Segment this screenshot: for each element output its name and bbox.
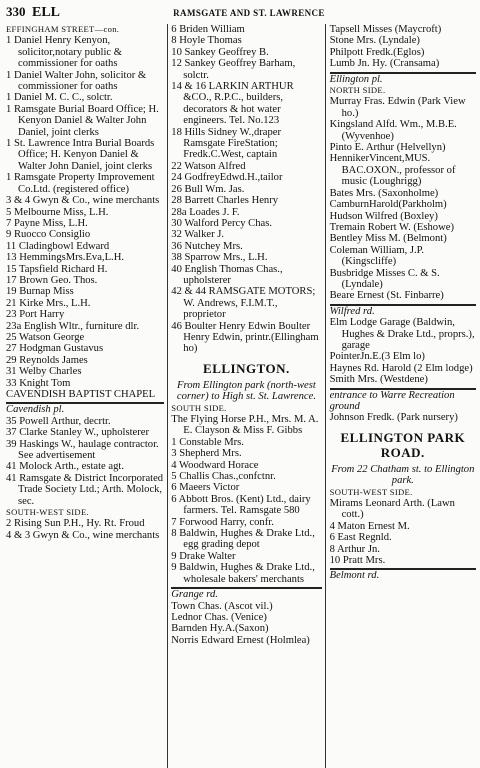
directory-entry: 6 Abbott Bros. (Kent) Ltd., dairy farmers. Tel. Ramsgate 580 <box>171 493 311 517</box>
cross-street-marker: Cavendish pl. <box>6 402 164 415</box>
street-route-note: From Ellington park (north-west corner) to High st. St. Lawrence. <box>176 379 316 403</box>
directory-entry: Busbridge Misses C. & S. (Lyndale) <box>329 267 440 290</box>
directory-entry: 1 Daniel Walter John, solicitor & commissioner for oaths <box>6 69 147 93</box>
page-number: 330 <box>6 4 26 19</box>
directory-entry: Haynes Rd. Harold (2 Elm lodge) <box>329 362 473 374</box>
directory-entry: 31 Welby Charles <box>6 366 82 378</box>
cross-street-marker: Ellington pl. <box>330 72 476 85</box>
directory-entry: 17 Brown Geo. Thos. <box>6 274 98 286</box>
directory-entry: Tapsell Misses (Maycroft) <box>329 24 442 35</box>
directory-entry: 14 & 16 LARKIN ARTHUR &CO., R.P.C., builders, decorators & hot water engineers. Tel. No.123 <box>171 81 294 127</box>
directory-entry: 21 Kirke Mrs., L.H. <box>6 297 91 309</box>
directory-entry: 36 Nutchey Mrs. <box>171 240 243 252</box>
directory-entry: 6 Maeers Victor <box>171 482 240 494</box>
side-heading: NORTH SIDE. <box>329 85 386 96</box>
directory-entry: 41 Molock Arth., estate agt. <box>6 461 124 473</box>
directory-entry: 33 Knight Tom <box>6 377 71 389</box>
directory-entry: 15 Tapsfield Richard H. <box>6 263 108 275</box>
directory-entry: 2 Rising Sun P.H., Hy. Rt. Froud <box>6 518 145 530</box>
directory-entry: 6 East Regnld. <box>329 532 392 544</box>
directory-entry: CAVENDISH BAPTIST CHAPEL <box>6 389 156 400</box>
directory-entry: 27 Hodgman Gustavus <box>6 343 104 355</box>
directory-entry: Stone Mrs. (Lyndale) <box>329 35 420 47</box>
directory-entry: HennikerVincent,MUS. BAC.OXON., professor of music (Loughrigg) <box>329 153 456 188</box>
directory-entry: 10 Pratt Mrs. <box>329 555 386 567</box>
cross-street-marker: entrance to Warre Recreation ground <box>330 388 476 413</box>
directory-entry: 1 Ramsgate Property Improvement Co.Ltd. (registered office) <box>6 172 155 195</box>
directory-entry: CamburnHarold(Parkholm) <box>329 199 447 211</box>
directory-entry: Coleman William, J.P. (Kingscliffe) <box>329 244 425 268</box>
directory-entry: 29 Reynolds James <box>6 354 88 366</box>
directory-entry: 13 HemmingsMrs.Eva,L.H. <box>6 252 124 264</box>
running-title: RAMSGATE AND ST. LAWRENCE <box>173 8 325 18</box>
directory-entry: 46 Boulter Henry Edwin Boulter Henry Edwin, printr.(Ellingham ho) <box>171 320 319 355</box>
directory-entry: Town Chas. (Ascot vil.) <box>171 600 273 612</box>
directory-entry: 35 Powell Arthur, decrtr. <box>6 415 111 427</box>
directory-entry: 5 Challis Chas.,confctnr. <box>171 471 276 483</box>
directory-entry: Tremain Robert W. (Eshowe) <box>329 221 454 233</box>
directory-entry: 24 GodfreyEdwd.H.,tailor <box>171 172 283 184</box>
directory-entry: 23a English Wltr., furniture dlr. <box>6 320 140 332</box>
column-1 <box>6 24 168 768</box>
column-3 <box>326 24 476 768</box>
directory-entry: 23 Port Harry <box>6 309 65 321</box>
directory-entry: 3 Shepherd Mrs. <box>171 448 242 460</box>
directory-entry: Elm Lodge Garage (Baldwin, Hughes & Drake Ltd., proprs.), garage <box>329 317 475 351</box>
directory-entry: 4 Maton Ernest M. <box>329 520 410 532</box>
directory-entry: Beare Ernest (St. Finbarre) <box>329 290 444 302</box>
directory-entry: Philpott Fredk.(Eglos) <box>329 46 425 58</box>
directory-entry: 10 Sankey Geoffrey B. <box>171 46 269 58</box>
directory-entry: 7 Forwood Harry, confr. <box>171 516 274 528</box>
directory-entry: 8 Baldwin, Hughes & Drake Ltd., egg grading depot <box>171 528 315 551</box>
directory-entry: 11 Cladingbowl Edward <box>6 240 110 252</box>
directory-entry: 40 English Thomas Chas., upholsterer <box>171 263 283 286</box>
directory-entry: 41 Ramsgate & District Incorporated Trade Society Ltd.; Arth. Molock, sec. <box>6 472 164 507</box>
directory-entry: Smith Mrs. (Westdene) <box>329 374 428 386</box>
directory-entry: Lumb Jn. Hy. (Cransama) <box>329 58 440 70</box>
section-code: ELL <box>32 5 61 20</box>
street-title: ELLINGTON PARK ROAD. <box>340 429 466 460</box>
directory-entry: 30 Walford Percy Chas. <box>171 217 273 229</box>
directory-entry: Lednor Chas. (Venice) <box>171 611 267 623</box>
directory-entry: 1 St. Lawrence Intra Burial Boards Office; H. Kenyon Daniel & Walter John Daniel, joint clerks <box>6 138 155 172</box>
directory-entry: 9 Drake Walter <box>171 550 236 562</box>
directory-entry: Norris Edward Ernest (Holmlea) <box>171 634 310 646</box>
directory-entry: 25 Watson George <box>6 331 85 343</box>
directory-entry: 37 Clarke Stanley W., upholsterer <box>6 427 149 439</box>
directory-entry: 7 Payne Miss, L.H. <box>6 217 88 229</box>
directory-entry: Pinto E. Arthur (Helvellyn) <box>329 142 446 154</box>
street-route-note: From 22 Chatham st. to Ellington park. <box>331 463 475 487</box>
street-title: ELLINGTON. <box>203 360 290 376</box>
column-2 <box>168 24 325 768</box>
cross-street-marker: Grange rd. <box>171 587 321 600</box>
directory-entry: Barnden Hy.A.(Saxon) <box>171 623 269 635</box>
directory-entry: 6 Briden William <box>171 24 245 35</box>
directory-entry: 28 Barrett Charles Henry <box>171 195 279 207</box>
directory-entry: 18 Hills Sidney W.,draper Ramsgate FireStation; Fredk.C.West, captain <box>171 126 282 161</box>
directory-entry: 32 Walker J. <box>171 229 225 241</box>
directory-entry: 26 Bull Wm. Jas. <box>171 183 245 195</box>
directory-entry: The Flying Horse P.H., Mrs. M. A. E. Clayson & Miss F. Gibbs <box>171 414 319 437</box>
directory-entry: 5 Melbourne Miss, L.H. <box>6 206 109 218</box>
directory-entry: Murray Fras. Edwin (Park View ho.) <box>329 96 466 119</box>
directory-entry: Johnson Fredk. (Park nursery) <box>329 412 458 424</box>
directory-entry: Kingsland Alfd. Wm., M.B.E. (Wyvenhoe) <box>329 119 457 142</box>
directory-entry: 22 Watson Alfred <box>171 160 246 172</box>
side-heading: SOUTH SIDE. <box>171 402 227 413</box>
directory-entry: 1 Daniel M. C. C., solctr. <box>6 92 113 104</box>
directory-entry: Bentley Miss M. (Belmont) <box>329 233 447 245</box>
directory-entry: 3 & 4 Gwyn & Co., wine merchants <box>6 195 160 207</box>
directory-entry: 19 Burnap Miss <box>6 286 74 298</box>
directory-entry: Hudson Wilfred (Boxley) <box>329 210 438 222</box>
directory-entry: 9 Baldwin, Hughes & Drake Ltd., wholesale bakers' merchants <box>171 562 315 585</box>
directory-entry: 42 & 44 RAMSGATE MOTORS; W. Andrews, F.I.M.T., proprietor <box>171 286 316 321</box>
directory-entry: Bates Mrs. (Saxonholme) <box>329 187 439 199</box>
directory-entry: 4 & 3 Gwyn & Co., wine merchants <box>6 529 160 541</box>
directory-entry: PointerJn.E.(3 Elm lo) <box>329 351 425 363</box>
directory-entry: 1 Constable Mrs. <box>171 436 244 448</box>
directory-entry: 28a Loades J. F. <box>171 206 240 218</box>
side-heading: SOUTH-WEST SIDE. <box>329 486 413 497</box>
street-heading: EFFINGHAM STREET—con. <box>6 24 120 34</box>
side-heading: SOUTH-WEST SIDE. <box>6 507 89 518</box>
directory-entry: Mirams Leonard Arth. (Lawn cott.) <box>329 498 455 521</box>
directory-entry: 39 Haskings W., haulage contractor. See advertisement <box>6 438 159 462</box>
directory-entry: 8 Arthur Jn. <box>329 543 380 555</box>
directory-entry: 1 Ramsgate Burial Board Office; H. Kenyon Daniel & Walter John Daniel, joint clerks <box>6 103 159 138</box>
directory-entry: 38 Sparrow Mrs., L.H. <box>171 252 268 264</box>
cross-street-marker: Belmont rd. <box>330 568 476 581</box>
directory-entry: 1 Daniel Henry Kenyon, solicitor,notary public & commissioner for oaths <box>6 35 123 70</box>
directory-entry: 9 Ruocco Consiglio <box>6 229 91 241</box>
directory-entry: 8 Hoyle Thomas <box>171 35 242 47</box>
page-header <box>6 4 474 26</box>
directory-entry: 4 Woodward Horace <box>171 459 259 471</box>
directory-entry: 12 Sankey Geoffrey Barham, solctr. <box>171 58 296 81</box>
cross-street-marker: Wilfred rd. <box>330 304 476 317</box>
directory-columns <box>6 24 476 768</box>
